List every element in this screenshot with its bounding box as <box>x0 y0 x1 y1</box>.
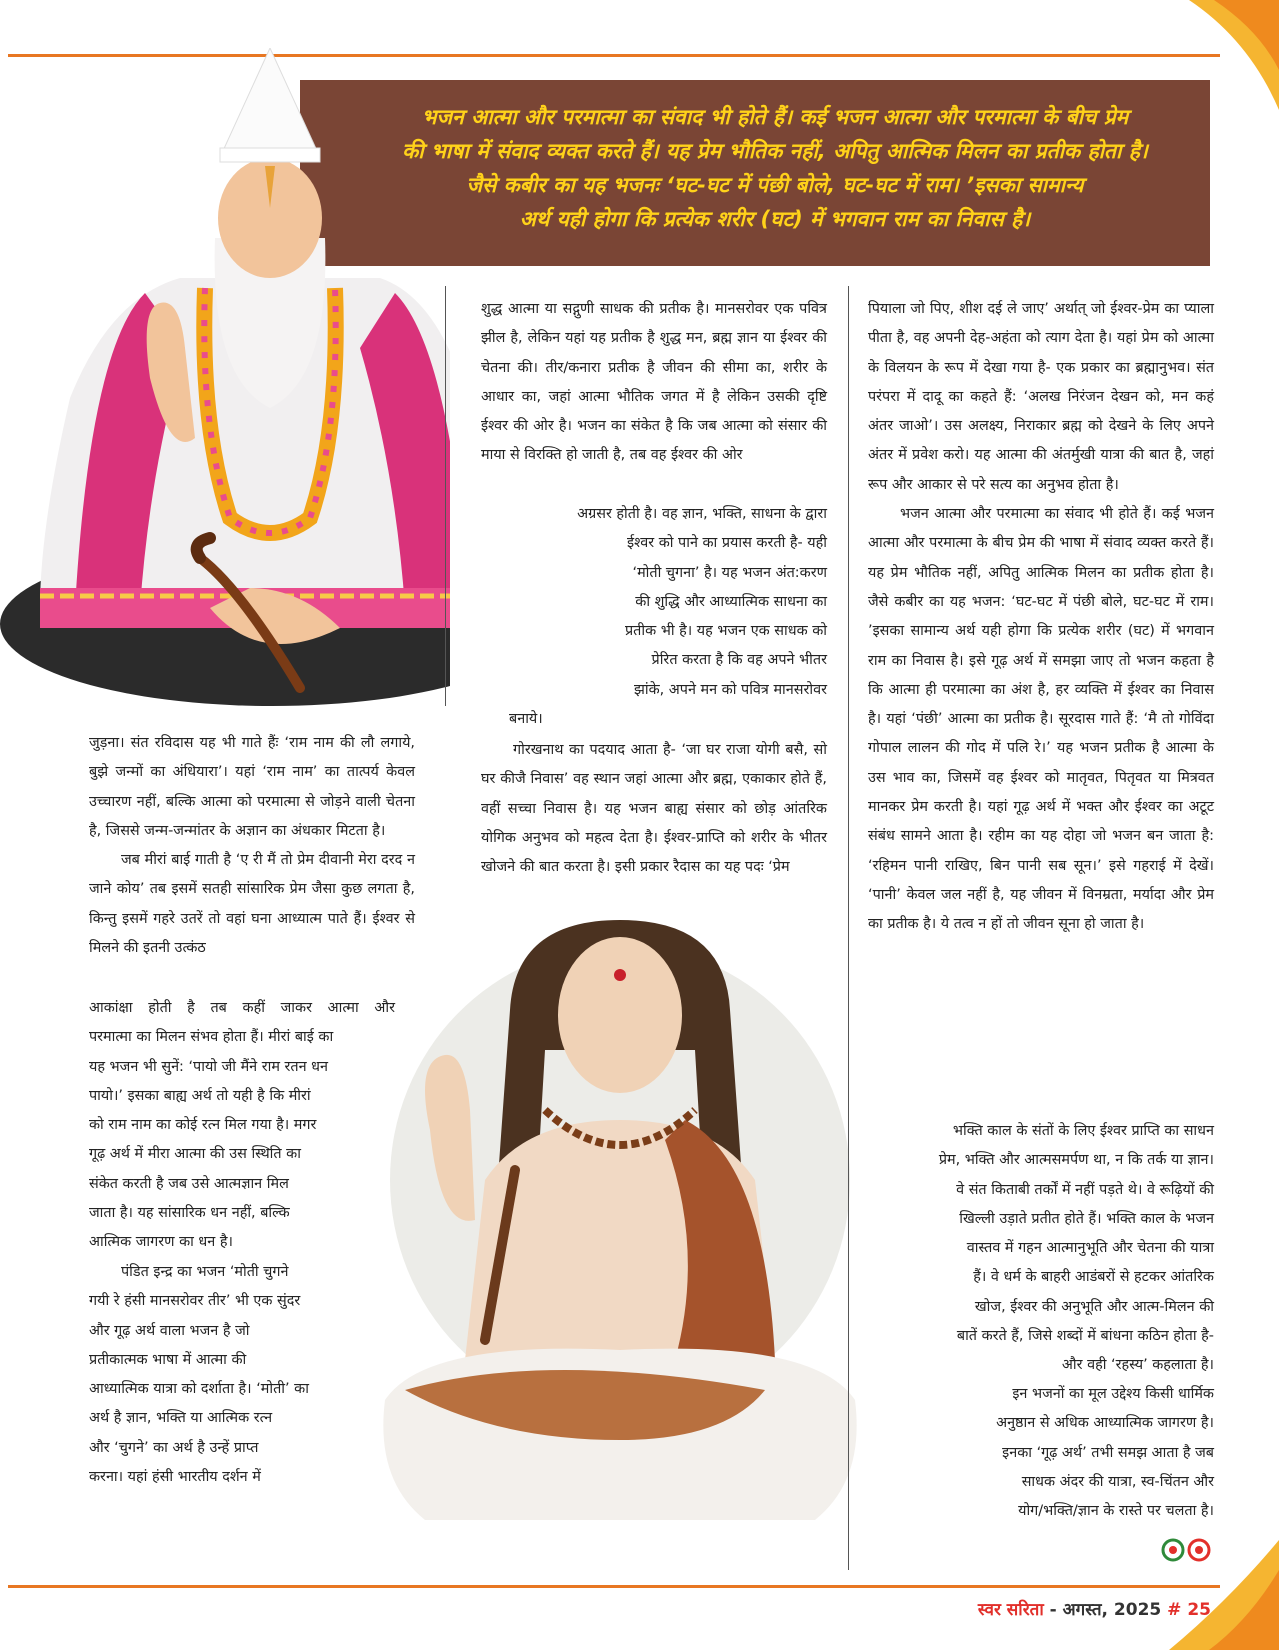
pull-quote-line: की भाषा में संवाद व्यक्त करते हैं। यह प्रेम भौतिक नहीं, अपितु आत्मिक मिलन का प्रतीक होता है। <box>402 139 1148 163</box>
footer-separator: - <box>1043 1600 1063 1620</box>
paragraph: जब मीरां बाई गाती है ‘ए री मैं तो प्रेम दीवानी मेरा दरद न जाने कोय’ तब इसमें सतही सांसारिक प्रेम जैसा कुछ लगता है, किन्तु इसमें गहरे उतरें तो वहां घना आध्यात्म पाते हैं। ईश्वर से मिलने की इतनी उत्कंठ <box>89 852 415 957</box>
text-line: और गूढ़ अर्थ वाला भजन है जो <box>89 1322 250 1339</box>
text-line: आध्यात्मिक यात्रा को दर्शाता है। ‘मोती’ का <box>89 1381 309 1398</box>
issue-date: अगस्त, 2025 <box>1062 1600 1162 1620</box>
paragraph: जुड़ना। संत रविदास यह भी गाते हैंः ‘राम नाम की लौ लगाये, बुझे जन्मों का अंधियारा’। यहां ‘राम नाम’ का तात्पर्य केवल उच्चारण नहीं, बल्कि आत्मा को परमात्मा से जोड़ने वाली चेतना है, जिससे जन्म-जन्मांतर के अज्ञान का अंधकार मिटता है। <box>89 735 415 839</box>
column-right-indented-b <box>880 1380 1214 1526</box>
text-line: जाता है। यह सांसारिक धन नहीं, बल्कि <box>89 1205 290 1222</box>
text-line: और वही ‘रहस्य’ कहलाता है। <box>1061 1357 1214 1374</box>
bottom-rule <box>8 1585 1220 1588</box>
column-middle-top <box>481 295 827 471</box>
text-line: की शुद्धि और आध्यात्मिक साधना का <box>635 593 827 610</box>
text-line: आत्मिक जागरण का धन है। <box>89 1234 233 1251</box>
page-number: 25 <box>1187 1600 1211 1620</box>
text-line: बनाये। <box>509 711 543 728</box>
text-line: यह भजन भी सुनें: ‘पायो जी मैंने राम रतन धन <box>89 1058 329 1075</box>
text-line: इनका ‘गूढ़ अर्थ’ तभी समझ आता है जब <box>1002 1444 1214 1461</box>
pull-quote-line: भजन आत्मा और परमात्मा का संवाद भी होते हैं। कई भजन आत्मा और परमात्मा के बीच प्रेम <box>421 105 1129 129</box>
text-line: हैं। वे धर्म के बाहरी आडंबरों से हटकर आंतरिक <box>973 1269 1214 1286</box>
text-line: खिल्ली उड़ाते प्रतीत होते हैं। भक्ति काल के भजन <box>959 1210 1214 1227</box>
kabir-illustration <box>0 48 450 708</box>
text-line: को राम नाम का कोई रत्न मिल गया है। मगर <box>89 1117 317 1134</box>
text-line: साधक अंदर की यात्रा, स्व-चिंतन और <box>1021 1473 1214 1490</box>
paragraph: शुद्ध आत्मा या सद्गुणी साधक की प्रतीक है। मानसरोवर एक पवित्र झील है, लेकिन यहां यह प्रतीक है शुद्ध मन, ब्रह्म ज्ञान या ईश्वर की चेतना की। तीर/कनारा प्रतीक है जीवन की सीमा का, शरीर के आधार का, जहां आत्मा भौतिक जगत में है लेकिन उसकी दृष्टि ईश्वर की ओर है। भजन का संकेत है कि जब आत्मा को संसार की माया से विरक्ति हो जाती है, तब वह ईश्वर की ओर <box>481 301 827 464</box>
text-line: प्रतीक भी है। यह भजन एक साधक को <box>624 623 827 640</box>
paragraph: गोरखनाथ का पदयाद आता है- ‘जा घर राजा योगी बसै, सो घर कीजै निवास’ वह स्थान जहां आत्मा और ब्रह्म, एकाकार होते हैं, वहीं सच्चा निवास है। यह भजन बाह्य संसार को छोड़ आंतरिक योगिक अनुभव को महत्व देता है। ईश्वर-प्राप्ति को शरीर के भीतर खोजने की बात करता है। इसी प्रकार रैदास का यह पदः ‘प्रेम <box>481 742 827 876</box>
text-line: आकांक्षा होती है तब कहीं जाकर आत्मा और <box>89 1000 395 1016</box>
column-middle-indented <box>481 500 827 734</box>
pull-quote-line: जैसे कबीर का यह भजनः ‘घट-घट में पंछी बोले, घट-घट में राम। ’इसका सामान्य <box>466 173 1084 197</box>
text-line: योग/भक्ति/ज्ञान के रास्ते पर चलता है। <box>1018 1503 1214 1520</box>
text-line: ‘मोती चुगना’ है। यह भजन अंत:करण <box>632 564 827 581</box>
text-line: पायो।’ इसका बाह्य अर्थ तो यही है कि मीरां <box>89 1087 311 1104</box>
text-line: संकेत करती है जब उसे आत्मज्ञान मिल <box>89 1175 289 1192</box>
text-line: पंडित इन्द्र का भजन ‘मोती चुगने <box>121 1264 289 1280</box>
text-line: करना। यहां हंसी भारतीय दर्शन में <box>89 1469 261 1486</box>
column-left-narrow-a <box>89 994 395 1258</box>
text-line: बातें करते हैं, जिसे शब्दों में बांधना कठिन होता है- <box>956 1328 1214 1345</box>
sage-illustration <box>345 920 890 1560</box>
text-line: झांके, अपने मन को पवित्र मानसरोवर <box>633 681 827 698</box>
column-left-narrow-b <box>89 1258 354 1492</box>
text-line: गूढ़ अर्थ में मीरा आत्मा की उस स्थिति का <box>89 1146 301 1163</box>
column-left-top <box>89 729 415 963</box>
column-right-indented-a <box>880 1117 1214 1381</box>
pull-quote-line: अर्थ यही होगा कि प्रत्येक शरीर (घट) में भगवान राम का निवास है। <box>519 207 1031 231</box>
text-line: खोज, ईश्वर की अनुभूति और आत्म-मिलन की <box>974 1298 1214 1315</box>
text-line: अर्थ है ज्ञान, भक्ति या आत्मिक रत्न <box>89 1410 273 1427</box>
text-line: वे संत किताबी तर्कों में नहीं पड़ते थे। वे रूढ़ियों की <box>956 1181 1214 1198</box>
text-line: इन भजनों का मूल उद्देश्य किसी धार्मिक <box>1012 1386 1214 1402</box>
text-line: ईश्वर को पाने का प्रयास करती है- यही <box>627 535 827 552</box>
text-line: प्रेरित करता है कि वह अपने भीतर <box>651 652 827 669</box>
magazine-name: स्वर सरिता <box>977 1600 1044 1620</box>
hash-mark: # <box>1161 1600 1188 1620</box>
paragraph: भजन आत्मा और परमात्मा का संवाद भी होते हैं। कई भजन आत्मा और परमात्मा के बीच प्रेम की भाषा में संवाद व्यक्त करते हैं। यह प्रेम भौतिक नहीं, अपितु आत्मिक मिलन का प्रतीक होता है। जैसे कबीर का यह भजन: ‘घट-घट में पंछी बोले, घट-घट में राम। ’इसका सामान्य अर्थ यही होगा कि प्रत्येक शरीर (घट) में भगवान राम का निवास है। इसे गूढ़ अर्थ में समझा जाए तो भजन कहता है कि आत्मा ही परमात्मा का अंश है, हर व्यक्ति में ईश्वर का निवास है। यहां ‘पंछी’ आत्मा का प्रतीक है। सूरदास गाते हैं: ‘मै तो गोविंदा गोपाल लालन की गोद में पलि रे।’ यह भजन प्रतीक है आत्मा के उस भाव का, जिसमें वह ईश्वर को मातृवत, पितृवत या मित्रवत मानकर प्रेम करती है। यहां गूढ़ अर्थ में भक्त और ईश्वर का अटूट संबंध सामने आता है। रहीम का यह दोहा जो भजन बन जाता है: ‘रहिमन पानी राखिए, बिन पानी सब सून।’ इसे गहराई में देखें। ‘पानी’ केवल जल नहीं है, यह जीवन में विनम्रता, मर्यादा और प्रेम का प्रतीक है। ये तत्व न हों तो जीवन सूना हो जाता है। <box>868 506 1214 933</box>
column-divider <box>848 286 849 1570</box>
text-line: प्रेम, भक्ति और आत्मसमर्पण था, न कि तर्क या ज्ञान। <box>938 1152 1214 1169</box>
page-footer <box>978 1597 1211 1620</box>
text-line: भक्ति काल के संतों के लिए ईश्वर प्राप्ति का साधन <box>952 1123 1214 1139</box>
column-right-top <box>868 295 1214 940</box>
paragraph: पियाला जो पिए, शीश दई ले जाए’ अर्थात् जो ईश्वर-प्रेम का प्याला पीता है, वह अपनी देह-अहंता को त्याग देता है। यहां प्रेम को आत्मा के विलयन के रूप में देखा गया है- एक प्रकार का ब्रह्मानुभव। संत परंपरा में दादू का कहते हैं: ‘अलख निरंजन देखन को, मन कहं अंतर जाओ’। उस अलक्ष्य, निराकार ब्रह्म को देखने के लिए अपने अंतर में प्रवेश करो। यह आत्मा की अंतर्मुखी यात्रा की बात है, जहां रूप और आकार से परे सत्य का अनुभव होता है। <box>868 301 1214 493</box>
end-mark-icon <box>1160 1537 1214 1563</box>
text-line: अग्रसर होती है। वह ज्ञान, भक्ति, साधना के द्वारा <box>577 506 827 522</box>
column-middle-bottom <box>481 736 827 882</box>
text-line: वास्तव में गहन आत्मानुभूति और चेतना की यात्रा <box>966 1240 1214 1257</box>
text-line: अनुष्ठान से अधिक आध्यात्मिक जागरण है। <box>996 1415 1214 1432</box>
column-divider <box>445 286 446 706</box>
text-line: और ‘चुगने’ का अर्थ है उन्हें प्राप्त <box>89 1439 259 1456</box>
text-line: गयी रे हंसी मानसरोवर तीर’ भी एक सुंदर <box>89 1293 301 1310</box>
text-line: प्रतीकात्मक भाषा में आत्मा की <box>89 1351 247 1368</box>
text-line: परमात्मा का मिलन संभव होता हैं। मीरां बाई का <box>89 1029 334 1046</box>
